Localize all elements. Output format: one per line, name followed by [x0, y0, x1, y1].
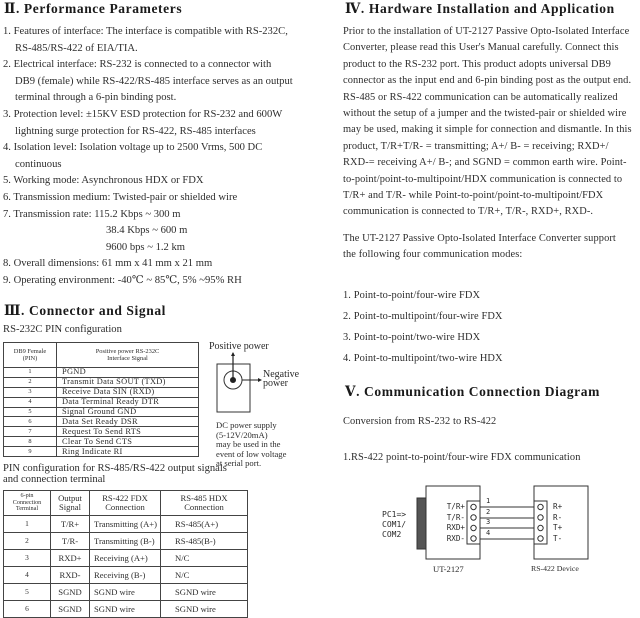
paragraph-line: without the setup of a jumper and the twisted-pair or shielded wire — [343, 108, 627, 120]
pin-number: 1 — [4, 368, 57, 378]
rs422-connection: Transmitting (A+) — [90, 516, 161, 533]
pin-number: 4 — [4, 397, 57, 407]
pin-signal: Signal Ground GND — [57, 407, 199, 417]
output-signal: SGND — [51, 584, 90, 601]
terminal-label: RXD- — [446, 533, 465, 543]
param-8: 8. Overall dimensions: 61 mm x 41 mm x 21 mm — [3, 258, 213, 270]
support-paragraph — [343, 231, 616, 264]
pin-number: 5 — [4, 407, 57, 417]
pc-line: COM1/ — [382, 520, 407, 529]
header-line: Connection — [184, 502, 224, 512]
pc-line: COM2 — [382, 530, 402, 539]
param-7-line-3: 9600 bps ~ 1.2 km — [106, 241, 186, 253]
output-signal: RXD+ — [51, 550, 90, 567]
pin-signal: Data Terminal Ready DTR — [57, 397, 199, 407]
arrow-right-icon — [258, 378, 262, 382]
section-3-title: Ⅲ. Connector and Signal — [4, 303, 167, 318]
left-terminal-labels — [437, 502, 465, 544]
param-2-line-3: terminal through a 6-pin binding post. — [15, 92, 177, 104]
pin-signal: Receive Data SIN (RXD) — [57, 387, 199, 397]
pin-signal: Ring Indicate RI — [57, 447, 199, 457]
wire-number: 1 — [486, 497, 491, 505]
connection-diagram — [340, 480, 640, 587]
table-row — [4, 368, 199, 378]
param-4-line-2: continuous — [15, 158, 62, 170]
pin-number: 2 — [4, 377, 57, 387]
header-rs422 — [90, 491, 161, 516]
paragraph-line: may be used, making it simple for connection and dismantle. In this — [343, 124, 632, 136]
paragraph-line: T/R+ and T/R- while Point-to-point/point-to-multipoint/FDX — [343, 190, 604, 202]
rs485-connection: SGND wire — [161, 584, 248, 601]
modes-list — [343, 285, 503, 369]
header-db9 — [4, 343, 57, 368]
table-row — [4, 407, 199, 417]
rs485-pin-table — [3, 490, 248, 618]
terminal-label: R- — [553, 512, 563, 522]
section-4-title: Ⅳ. Hardware Installation and Application — [345, 1, 615, 16]
paragraph-line: communication is connected to T/R+, T/R-, RXD+, RXD-. — [343, 206, 594, 218]
wire-number: 3 — [486, 518, 491, 526]
paragraph-line: connector as the input end and 6-pin binding post as the output end. — [343, 75, 632, 87]
note-line: DC power supply — [216, 420, 277, 430]
ut2127-label: UT-2127 — [433, 564, 464, 574]
support-line: the following four communication modes: — [343, 249, 523, 261]
paragraph-line: RS-485 or RS-422 communication can be automatically realized — [343, 91, 618, 103]
terminal-number: 5 — [4, 584, 51, 601]
rs232-pin-table — [3, 342, 199, 457]
table-row — [4, 437, 199, 447]
pin-signal: Request To Send RTS — [57, 427, 199, 437]
table-row — [4, 397, 199, 407]
table-row — [4, 601, 248, 618]
rs485-connection: N/C — [161, 550, 248, 567]
header-db9-line-2: (PIN) — [22, 355, 38, 362]
header-line: RS-422 FDX — [102, 493, 148, 503]
output-signal: T/R+ — [51, 516, 90, 533]
support-line: The UT-2127 Passive Opto-Isolated Interface Converter support — [343, 233, 616, 244]
rs422-connection: Receiving (A+) — [90, 550, 161, 567]
wire-numbers — [486, 496, 490, 538]
note-line: (5-12V/20mA) — [216, 429, 268, 440]
table-row — [4, 550, 248, 567]
rs422-connection: SGND wire — [90, 584, 161, 601]
terminal-label: T+ — [553, 523, 563, 532]
table-row — [4, 417, 199, 427]
negative-label-line-1: Negative — [263, 369, 300, 380]
paragraph-line: Prior to the installation of UT-2127 Passive Opto-Isolated Interface — [343, 26, 630, 37]
rs485-caption — [3, 463, 227, 485]
terminal-label: R+ — [553, 502, 563, 511]
param-3-line-2: lightning surge protection for RS-422, RS-485 interfaces — [15, 125, 256, 137]
table-header-row — [4, 491, 248, 516]
param-4-line-1: 4. Isolation level: Isolation voltage up to 2500 Vrms, 500 DC — [3, 142, 263, 154]
rs485-connection: RS-485(B-) — [161, 533, 248, 550]
table-row — [4, 533, 248, 550]
diagram-subtitle: 1.RS-422 point-to-point/four-wire FDX communication — [343, 452, 581, 463]
note-line: may be used in the — [216, 439, 281, 450]
header-line: Terminal — [15, 505, 39, 513]
note-line: at serial port. — [216, 458, 262, 469]
mode-item: 2. Point-to-multipoint/four-wire FDX — [343, 311, 503, 322]
section-5-title: Ⅴ. Communication Connection Diagram — [345, 384, 600, 399]
header-rs485 — [161, 491, 248, 516]
terminal-number: 2 — [4, 533, 51, 550]
param-2-line-1: 2. Electrical interface: RS-232 is connected to a connector with — [3, 59, 272, 71]
pc-label — [382, 510, 406, 540]
negative-power-label — [263, 370, 299, 388]
param-7-line-2: 38.4 Kbps ~ 600 m — [106, 225, 188, 237]
pin-number: 6 — [4, 417, 57, 427]
terminal-label: RXD+ — [446, 523, 465, 532]
table-row — [4, 584, 248, 601]
pin-signal: PGND — [57, 368, 199, 378]
mode-item: 1. Point-to-point/four-wire FDX — [343, 290, 481, 301]
terminal-label: T/R- — [446, 512, 465, 522]
table-row — [4, 387, 199, 397]
table-row — [4, 516, 248, 533]
pc-line: PC1=> — [382, 510, 407, 519]
mode-item: 4. Point-to-multipoint/two-wire HDX — [343, 353, 503, 364]
output-signal: RXD- — [51, 567, 90, 584]
header-line: Connection — [12, 498, 42, 506]
installation-paragraph — [343, 24, 632, 221]
header-terminal — [4, 491, 51, 516]
pin-number: 9 — [4, 447, 57, 457]
wire-number: 4 — [486, 528, 491, 537]
wire-number: 2 — [486, 507, 491, 516]
rs422-device-label: RS-422 Device — [531, 564, 579, 573]
output-signal: T/R- — [51, 533, 90, 550]
terminal-label: T/R+ — [446, 502, 465, 511]
table-row — [4, 427, 199, 437]
pin-number: 7 — [4, 427, 57, 437]
rs485-connection: SGND wire — [161, 601, 248, 618]
section-2-title: Ⅱ. Performance Parameters — [4, 1, 183, 16]
paragraph-line: RXD-= receiving A+/ B-; and SGND = common earth wire. Point- — [343, 157, 627, 169]
right-terminal-labels — [553, 502, 562, 544]
header-line: 6-pin — [20, 492, 34, 500]
pin-signal: Clear To Send CTS — [57, 437, 199, 447]
header-signal-line-1: Positive power RS-232C — [95, 347, 160, 355]
terminal-number: 4 — [4, 567, 51, 584]
terminal-number: 3 — [4, 550, 51, 567]
table-row — [4, 567, 248, 584]
header-line: RS-485 HDX — [180, 493, 228, 503]
header-line: Signal — [59, 502, 81, 512]
header-output — [51, 491, 90, 516]
output-signal: SGND — [51, 601, 90, 618]
note-line: event of low voltage — [216, 448, 287, 459]
rs422-connection: SGND wire — [90, 601, 161, 618]
db9-connector — [417, 498, 426, 549]
rs485-caption-line-2: and connection terminal — [3, 474, 106, 485]
pin-signal: Transmit Data SOUT (TXD) — [57, 377, 199, 387]
table-header-row — [4, 343, 199, 368]
param-1-line-2: RS-485/RS-422 of EIA/TIA. — [15, 42, 138, 54]
rs422-connection: Receiving (B-) — [90, 567, 161, 584]
param-7-line-1: 7. Transmission rate: 115.2 Kbps ~ 300 m — [3, 208, 181, 220]
dc-power-note — [216, 421, 286, 469]
param-5: 5. Working mode: Asynchronous HDX or FDX — [3, 175, 204, 187]
paragraph-line: product to the RS-232 port. This product adopts universal DB9 — [343, 58, 611, 70]
positive-power-label: Positive power — [209, 341, 269, 352]
pin-number: 8 — [4, 437, 57, 447]
param-1-line-1: 1. Features of interface: The interface is compatible with RS-232C, — [3, 26, 288, 37]
param-3-line-1: 3. Protection level: ±15KV ESD protection for RS-232 and 600W — [3, 108, 283, 120]
right-terminal-block — [534, 501, 547, 544]
header-line: Output — [58, 493, 82, 503]
header-signal — [57, 343, 199, 368]
rs485-connection: N/C — [161, 567, 248, 584]
rs485-connection: RS-485(A+) — [161, 516, 248, 533]
pin-number: 3 — [4, 387, 57, 397]
pin-signal: Data Set Ready DSR — [57, 417, 199, 427]
rs422-connection: Transmitting (B-) — [90, 533, 161, 550]
param-2-line-2: DB9 (female) while RS-422/RS-485 interface serves as an output — [15, 75, 293, 87]
paragraph-line: to-point/point-to-multipoint/HDX communication is connected to — [343, 173, 623, 185]
header-line: Connection — [105, 502, 145, 512]
header-signal-line-2: Interface Signal — [107, 355, 148, 362]
paragraph-line: product, T/R+T/R- = transmitting; A+/ B- = receiving; RXD+/ — [343, 140, 609, 152]
terminal-label: T- — [553, 533, 563, 543]
header-db9-line-1: DB9 Female — [13, 347, 47, 355]
terminal-number: 6 — [4, 601, 51, 618]
table-row — [4, 377, 199, 387]
conversion-label: Conversion from RS-232 to RS-422 — [343, 416, 497, 427]
paragraph-line: Converter, please read this User's Manual carefully. Connect this — [343, 42, 619, 54]
negative-label-line-2: power — [263, 378, 288, 389]
terminal-number: 1 — [4, 516, 51, 533]
table-row — [4, 447, 199, 457]
performance-list — [3, 24, 293, 290]
arrow-up-icon — [231, 352, 235, 356]
rs485-caption-line-1: PIN configuration for RS-485/RS-422 output signals — [3, 463, 227, 474]
param-9: 9. Operating environment: -40℃ ~ 85℃, 5% ~95% RH — [3, 274, 242, 286]
left-terminal-block — [467, 501, 480, 544]
rs232-caption: RS-232C PIN configuration — [3, 324, 122, 335]
mode-item: 3. Point-to-point/two-wire HDX — [343, 332, 481, 343]
param-6: 6. Transmission medium: Twisted-pair or shielded wire — [3, 191, 238, 203]
